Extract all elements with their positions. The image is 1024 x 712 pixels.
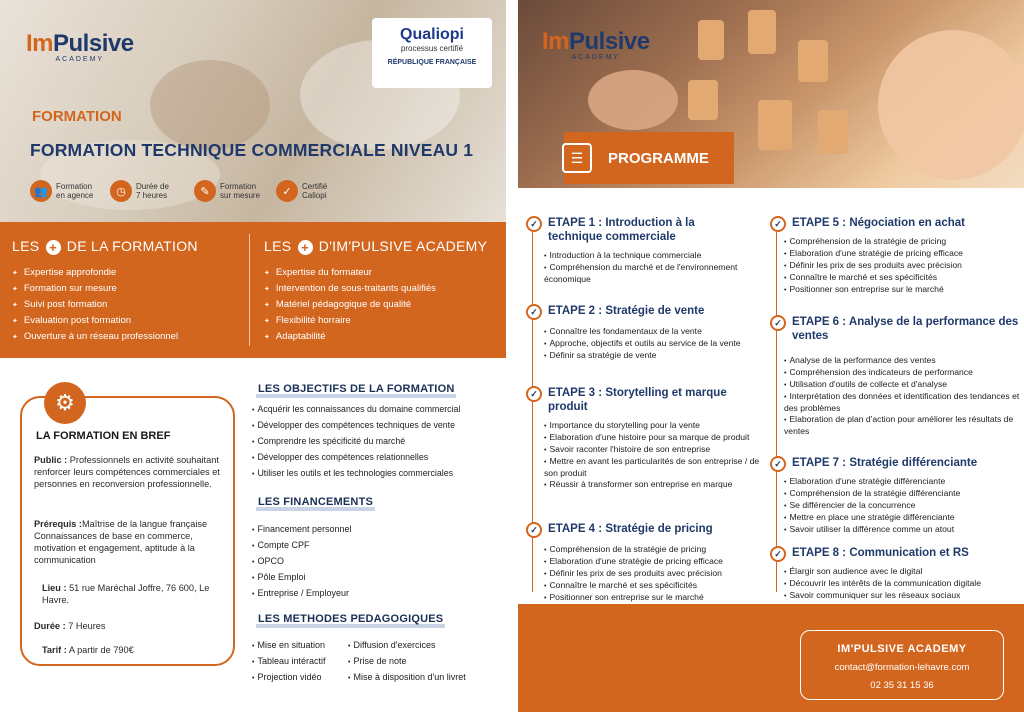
- plus-formation-list: [12, 265, 178, 345]
- pencil-icon: ✎: [194, 180, 216, 202]
- list-item: ✦ Formation sur mesure: [12, 283, 117, 294]
- certificate-icon: ✓: [276, 180, 298, 202]
- objectifs-title: LES OBJECTIFS DE LA FORMATION: [256, 384, 456, 398]
- left-page: [0, 0, 506, 712]
- list-item: ✦ Adaptabilité: [264, 331, 326, 342]
- plus-academy-list: [264, 265, 436, 345]
- check-icon: ✓: [526, 386, 542, 402]
- plus-formation-title: LES + DE LA FORMATION: [12, 238, 198, 255]
- company-name: IM'PULSIVE ACADEMY: [837, 643, 967, 655]
- bref-lieu: Lieu : 51 rue Maréchal Joffre, 76 600, Le Havre.: [42, 583, 210, 605]
- check-icon: ✓: [770, 315, 786, 331]
- feature-sur-mesure: ✎ Formation sur mesure: [194, 180, 270, 202]
- qualiopi-badge: Qualiopi processus certifié RÉPUBLIQUE FRANÇAISE: [372, 18, 492, 88]
- checklist-icon: ☰: [562, 143, 592, 173]
- programme-header: ☰ PROGRAMME: [564, 132, 734, 184]
- list-item: ✦ Evaluation post formation: [12, 315, 132, 326]
- plus-icon: +: [298, 240, 313, 255]
- contact-box: [800, 630, 1004, 700]
- bref-title: LA FORMATION EN BREF: [36, 430, 171, 442]
- feature-agence: 👥 Formation en agence: [30, 180, 106, 202]
- financements-title: LES FINANCEMENTS: [256, 497, 375, 511]
- logo: ImPulsive ACADEMY: [542, 28, 650, 61]
- check-icon: ✓: [526, 216, 542, 232]
- methodes-col1: • Mise en situation • Tableau intéractif • Projection vidéo: [252, 638, 326, 686]
- list-item: ✦ Expertise du formateur: [264, 267, 372, 278]
- bref-card: [20, 390, 235, 666]
- list-item: ✦ Flexibilité horraire: [264, 315, 351, 326]
- list-item: ✦ Intervention de sous-traitants qualifiés: [264, 283, 436, 294]
- page-title: FORMATION TECHNIQUE COMMERCIALE NIVEAU 1: [30, 140, 474, 160]
- list-item: ✦ Matériel pédagogique de qualité: [264, 299, 412, 310]
- check-icon: ✓: [770, 456, 786, 472]
- methodes-title: LES METHODES PEDAGOGIQUES: [256, 614, 445, 628]
- feature-duree: ◷ Durée de 7 heures: [110, 180, 186, 202]
- plus-academy-title: LES + D'IM'PULSIVE ACADEMY: [264, 238, 488, 255]
- check-icon: ✓: [770, 546, 786, 562]
- objectifs-list: • Acquérir les connaissances du domaine commercial • Développer des compétences techniques de vente • Comprendre les spécificité du marché • Développer des compétences relationnelles • Utiliser les outils et les technologies commerciales: [252, 402, 460, 482]
- contact-email[interactable]: contact@formation-lehavre.com: [834, 662, 970, 673]
- methodes-col2: • Diffusion d'exercices • Prise de note • Mise à disposition d'un livret: [348, 638, 466, 686]
- people-icon: 👥: [30, 180, 52, 202]
- bref-public: Public : Professionnels en activité souhaitant renforcer leurs compétences commerciales et personnes en reconversion professionnelle.: [34, 455, 220, 489]
- feature-certifie: ✓ Certifié Caliopi: [276, 180, 352, 202]
- check-icon: ✓: [526, 522, 542, 538]
- clock-icon: ◷: [110, 180, 132, 202]
- contact-phone[interactable]: 02 35 31 15 36: [870, 680, 934, 691]
- advantages-band: [0, 222, 506, 358]
- plus-icon: +: [46, 240, 61, 255]
- list-item: ✦ Suivi post formation: [12, 299, 108, 310]
- formation-label: FORMATION: [32, 108, 122, 125]
- check-icon: ✓: [526, 304, 542, 320]
- list-item: ✦ Ouverture à un réseau professionnel: [12, 331, 179, 342]
- gear-icon: ⚙: [44, 382, 86, 424]
- bref-tarif: Tarif : A partir de 790€: [42, 645, 134, 655]
- bref-prerequis: Prérequis :Maîtrise de la langue française Connaissances de base en commerce, motivation et engagement, aptitude à la communication: [34, 519, 208, 565]
- logo: ImPulsive ACADEMY: [26, 30, 134, 63]
- bref-duree: Durée : 7 Heures: [34, 621, 106, 631]
- list-item: ✦ Expertise approfondie: [12, 267, 117, 278]
- check-icon: ✓: [770, 216, 786, 232]
- right-page: ImPulsive ACADEMY ☰ PROGRAMME ✓ ETAPE 1 : Introduction à la technique commerciale • Introduction à la technique commerciale • Compréhension du marché et de l'environnement économique ✓ ETAPE 2 : Stratégie de vente • Connaître les fondamentaux de la vente • Approche, objectifs et outils au service de la vente • Définir sa stratégie de vente ✓ ETAPE 3 : Storytelling et marque produit • Importance du storytelling pour la vente • Elaboration d'une histoire pour sa marque de produit • Savoir raconter l'histoire de son entreprise • Mettre en avant les particularités de son entreprise / de son produit • Réussir à transformer son entreprise en marque ✓ ETAPE 4 : Stratégie de pricing • Compréhension de la stratégie de pricing • Elaboration d'une stratégie de pricing efficace • Définir les prix de ses produits avec précision • Connaître le marché et ses spécificités • Positionner son entreprise sur le marché ✓ ETAPE 5 : Négociation en achat • Compréhension de la stratégie de pricing • Elaboration d'une stratégie de pricing efficace • Définir les prix de ses produits avec précision • Connaître le marché et ses spécificités • Positionner son entreprise sur le marché ✓ ETAPE 6 : Analyse de la performance des ventes • Analyse de la performance des ventes • Compréhension des indicateurs de performance • Utilisation d'outils de collecte et d'analyse • Interprétation des données et identification des tendances et des problèmes • Elaboration de plan d'action pour améliorer les résultats de ventes ✓ ETAPE 7 : Stratégie différenciante • Elaboration d'une stratégie différenciante • Compréhension de la stratégie différenciante • Se différencier de la concurrence • Mettre en place une stratégie différenciante • Savoir utiliser la différence comme un atout ✓ ETAPE 8 : Communication et RS • Élargir son audience avec le digital • Découvrir les intérêts de la communication digitale • Savoir communiquer sur les réseaux sociaux IM'PULSIVE ACADEMY contact@formation-lehavre.com 02 35 31 15 36: [518, 0, 1024, 712]
- hero-image: [0, 0, 506, 222]
- financements-list: • Financement personnel • Compte CPF • OPCO • Pôle Emploi • Entreprise / Employeur: [252, 522, 352, 602]
